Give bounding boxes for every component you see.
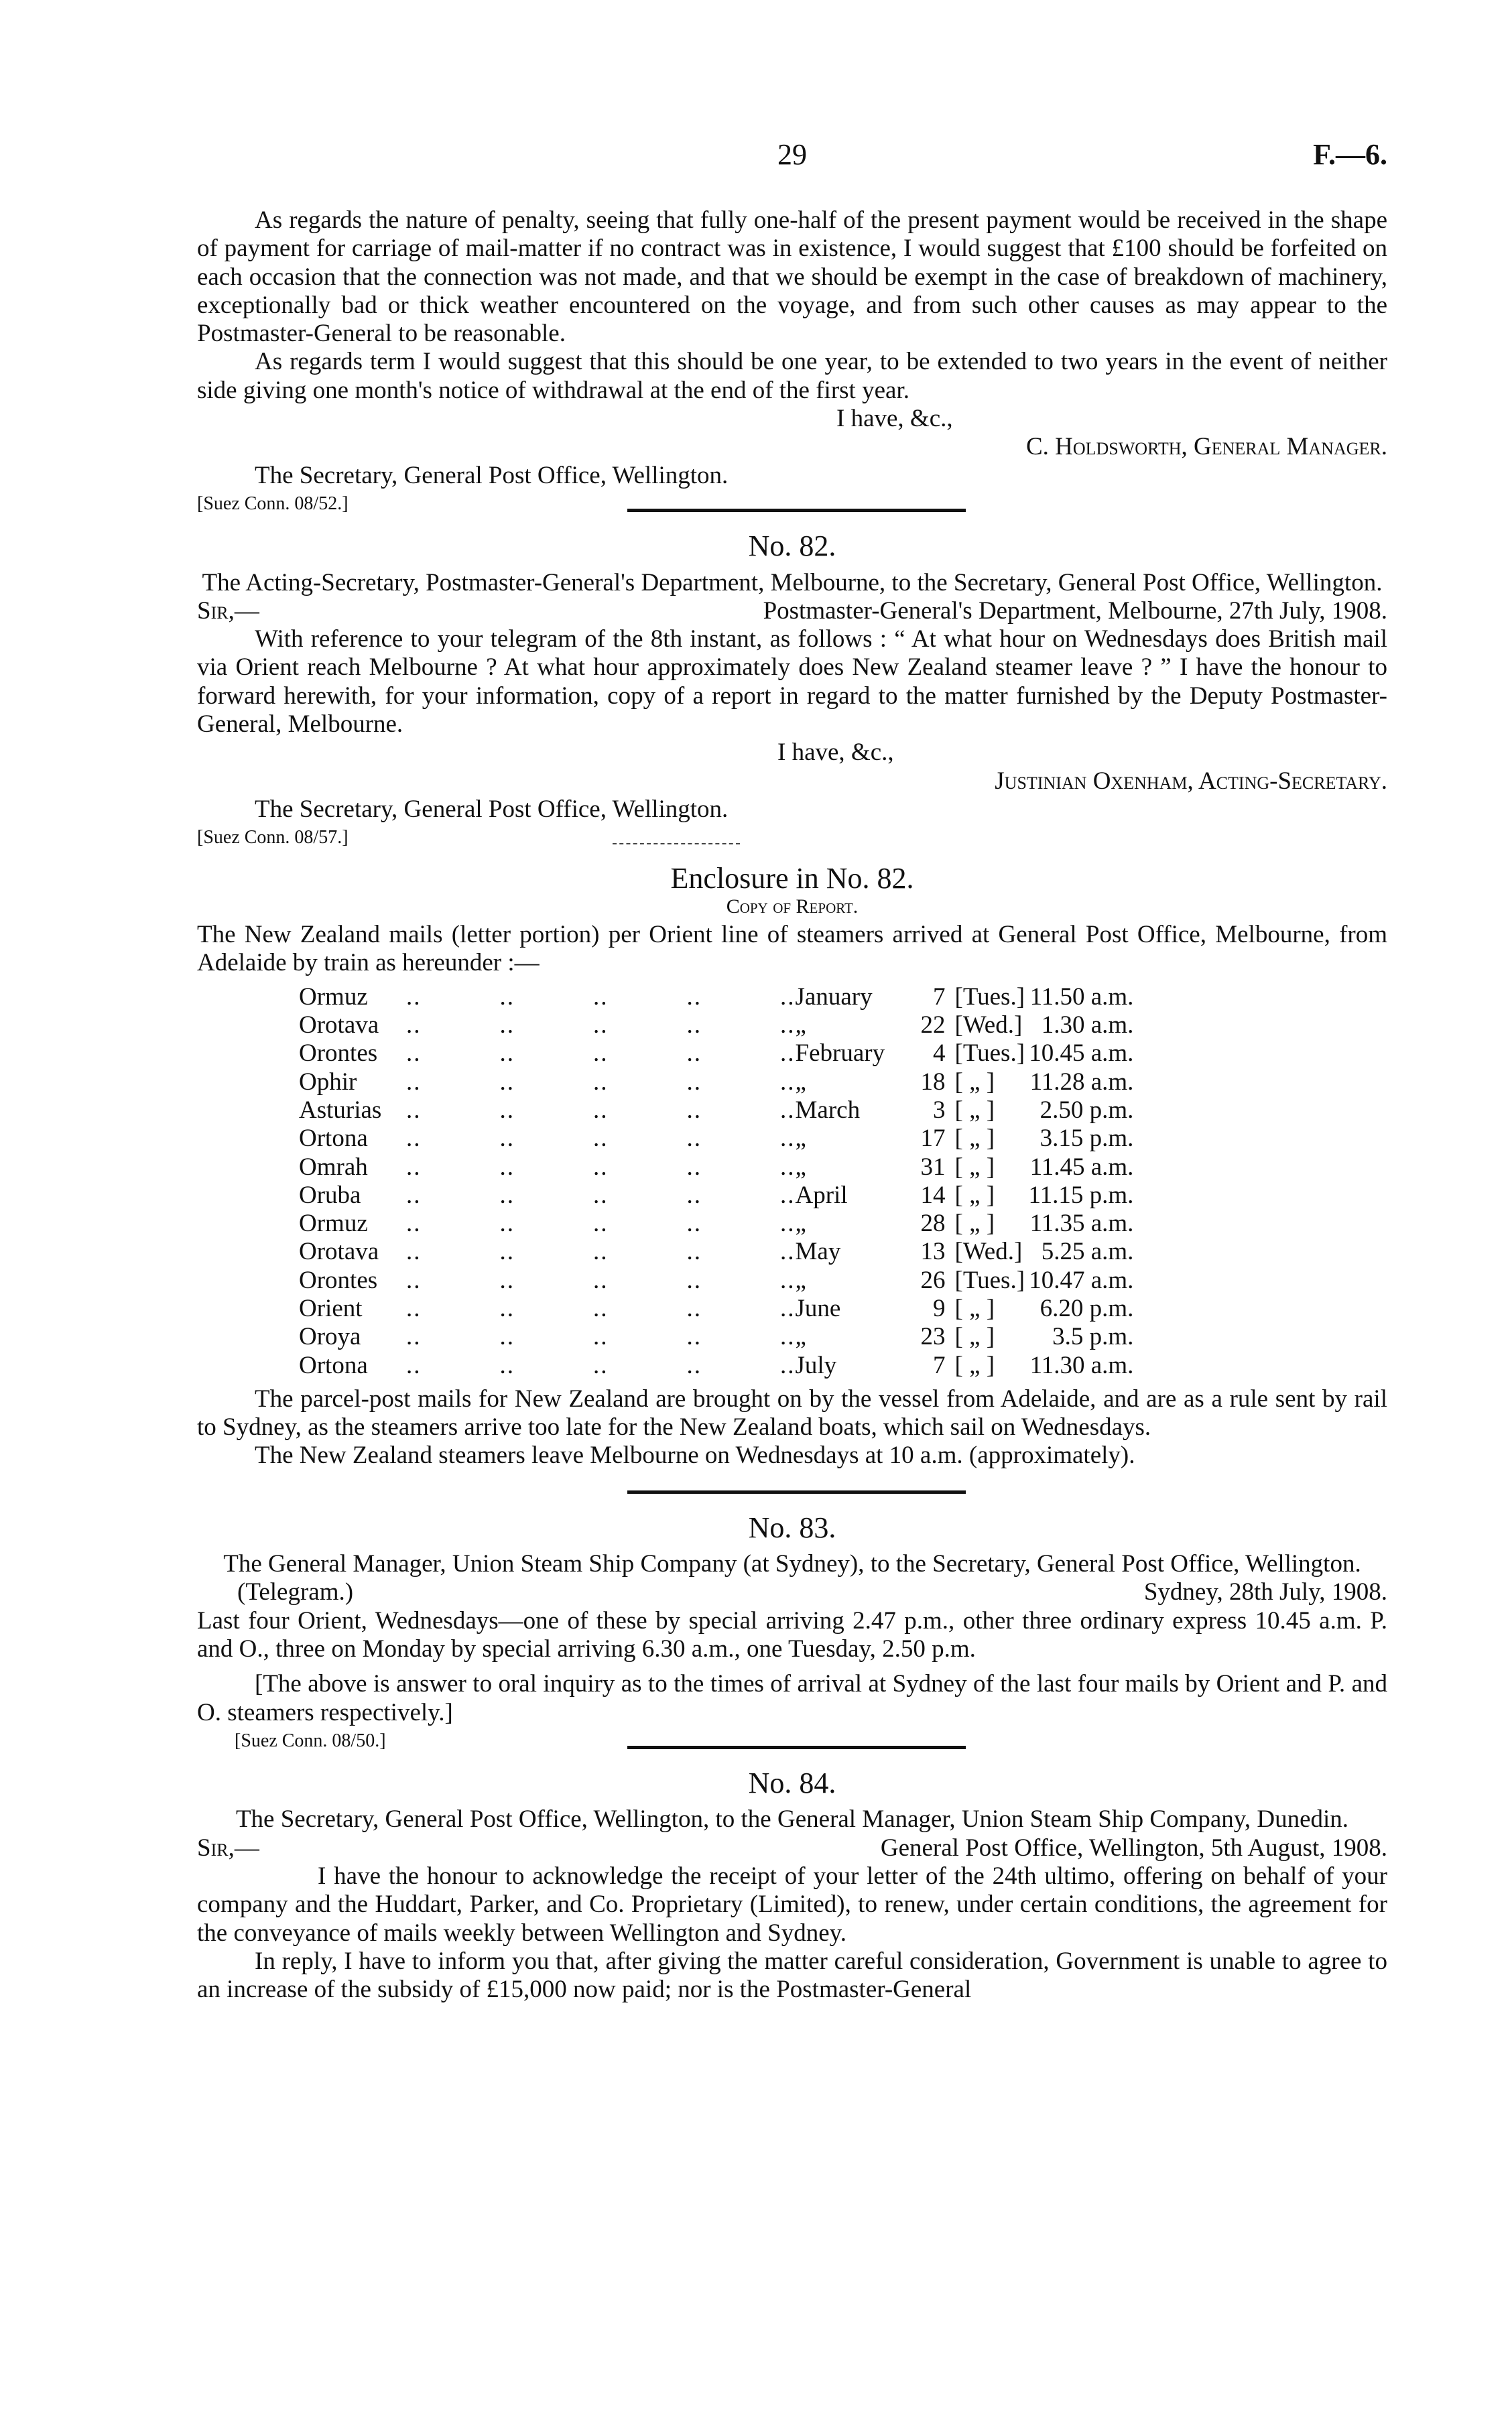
subheading: Copy of Report. <box>726 895 859 917</box>
table-row <box>299 1153 1133 1182</box>
month: March <box>795 1096 861 1124</box>
section-heading: No. 83. <box>748 1511 836 1544</box>
signature: Justinian Oxenham, Acting-Secretary. <box>995 767 1387 795</box>
intro: The New Zealand mails (letter portion) per Orient line of steamers arrived at General Post Office, Melbourne, from Adelaide by train as hereunder :— <box>197 921 1387 977</box>
time: 10.45 a.m. <box>1029 1039 1134 1068</box>
day: 7 <box>933 982 946 1011</box>
divider-rule <box>613 843 740 844</box>
table-row <box>299 1295 1133 1323</box>
day: 9 <box>933 1294 946 1322</box>
addressee: The Secretary, General Post Office, Wellington. <box>255 461 729 489</box>
day: 14 <box>920 1181 946 1209</box>
leader-dots: .. .. .. .. .. <box>406 1011 796 1039</box>
time: 11.45 a.m. <box>1029 1153 1134 1181</box>
file-reference: [Suez Conn. 08/52.] <box>197 493 349 514</box>
weekday: [ „ ] <box>954 1068 995 1096</box>
signature: C. Holdsworth, General Manager. <box>1025 433 1387 461</box>
ship-name: Ormuz <box>299 982 368 1011</box>
day: 17 <box>920 1125 946 1153</box>
table-row <box>299 1238 1133 1266</box>
leader-dots: .. .. .. .. .. <box>406 1153 796 1181</box>
table-row <box>299 1210 1133 1238</box>
weekday: [ „ ] <box>954 1181 995 1209</box>
time: 1.30 a.m. <box>1041 1011 1134 1039</box>
day: 13 <box>920 1238 946 1266</box>
leader-dots: .. .. .. .. .. <box>406 982 796 1011</box>
table-row <box>299 1352 1133 1380</box>
salutation: Sir,— <box>197 596 259 625</box>
weekday: [Wed.] <box>954 1238 1023 1266</box>
letter-81-end <box>197 206 1387 512</box>
weekday: [ „ ] <box>954 1125 995 1153</box>
paragraph: I have the honour to acknowledge the receipt of your letter of the 24th ultimo, offering on behalf of your company and the Huddart, Parker, and Co. Proprietary (Limited), to renew, under certain conditions, the agreement for the conveyance of mails weekly between Wellington and Sydney. <box>197 1862 1387 1947</box>
weekday: [Tues.] <box>954 982 1025 1011</box>
table-row <box>299 983 1133 1011</box>
month: „ <box>795 1266 806 1294</box>
month: „ <box>795 1011 806 1039</box>
paragraph: As regards the nature of penalty, seeing that fully one-half of the present payment would be received in the shape of payment for carriage of mail-matter if no contract was in existence, I would suggest that £100 should be forfeited on each occasion that the connection was not made, and that we should be exempt in the case of breakdown of machinery, exceptionally bad or thick weather encountered on the voyage, and from such other causes as may appear to the Postmaster-General to be reasonable. <box>197 206 1387 348</box>
weekday: [ „ ] <box>954 1153 995 1181</box>
ship-name: Ortona <box>299 1125 368 1153</box>
paragraph: As regards term I would suggest that this should be one year, to be extended to two years in the event of neither side giving one month's notice of withdrawal at the end of the first year. <box>197 348 1387 404</box>
letter-title: The Acting-Secretary, Postmaster-General's Department, Melbourne, to the Secretary, General Post Office, Wellington. <box>202 568 1383 596</box>
ship-name: Ophir <box>299 1068 357 1096</box>
closing: I have, &c., <box>777 739 894 767</box>
month: January <box>795 982 873 1011</box>
ship-name: Omrah <box>299 1153 368 1181</box>
month: „ <box>795 1068 806 1096</box>
table-row <box>299 1039 1133 1068</box>
time: 11.28 a.m. <box>1029 1068 1134 1096</box>
month: April <box>795 1181 848 1209</box>
day: 18 <box>920 1068 946 1096</box>
month: May <box>795 1238 841 1266</box>
divider-rule <box>627 1490 966 1494</box>
page-number: 29 <box>777 138 807 171</box>
leader-dots: .. .. .. .. .. <box>406 1181 796 1209</box>
time: 11.30 a.m. <box>1029 1351 1134 1379</box>
letter-title: The Secretary, General Post Office, Wellington, to the General Manager, Union Steam Ship Company, Dunedin. <box>235 1805 1349 1834</box>
day: 3 <box>933 1096 946 1124</box>
time: 2.50 p.m. <box>1040 1096 1134 1124</box>
ship-name: Orient <box>299 1294 363 1322</box>
section-heading: Enclosure in No. 82. <box>670 861 914 895</box>
time: 5.25 a.m. <box>1041 1238 1134 1266</box>
day: 4 <box>933 1039 946 1068</box>
leader-dots: .. .. .. .. .. <box>406 1351 796 1379</box>
table-row <box>299 1096 1133 1125</box>
letter-84 <box>197 1769 1387 2004</box>
paragraph: In reply, I have to inform you that, after giving the matter careful consideration, Government is unable to agree to an increase of the subsidy of £15,000 now paid; nor is the Postmaster-General <box>197 1947 1387 2004</box>
section-heading: No. 82. <box>748 529 836 563</box>
table-row <box>299 1267 1133 1295</box>
weekday: [ „ ] <box>954 1351 995 1379</box>
section-heading: No. 84. <box>748 1767 836 1800</box>
day: 7 <box>933 1351 946 1379</box>
table-row <box>299 1125 1133 1153</box>
dateline: Postmaster-General's Department, Melbourne, 27th July, 1908. <box>763 596 1387 625</box>
leader-dots: .. .. .. .. .. <box>406 1210 796 1238</box>
weekday: [Tues.] <box>954 1039 1025 1068</box>
table-row <box>299 1182 1133 1210</box>
document-code: F.—6. <box>1313 138 1387 171</box>
salutation: Sir,— <box>197 1834 259 1862</box>
ship-name: Orotava <box>299 1238 379 1266</box>
month: „ <box>795 1323 806 1351</box>
day: 31 <box>920 1153 946 1181</box>
letter-82 <box>197 529 1387 848</box>
paragraph: The New Zealand steamers leave Melbourne on Wednesdays at 10 a.m. (approximately). <box>255 1442 1135 1470</box>
dateline: General Post Office, Wellington, 5th August, 1908. <box>880 1834 1387 1862</box>
addressee: The Secretary, General Post Office, Wellington. <box>255 795 729 823</box>
weekday: [Tues.] <box>954 1266 1025 1294</box>
note: [The above is answer to oral inquiry as to the times of arrival at Sydney of the last four mails by Orient and P. and O. steamers respectively.] <box>197 1670 1387 1726</box>
ship-name: Asturias <box>299 1096 382 1124</box>
time: 11.15 p.m. <box>1028 1181 1134 1209</box>
leader-dots: .. .. .. .. .. <box>406 1125 796 1153</box>
letter-title: The General Manager, Union Steam Ship Company (at Sydney), to the Secretary, General Post Office, Wellington. <box>223 1550 1361 1578</box>
paragraph: The parcel-post mails for New Zealand are brought on by the vessel from Adelaide, and are as a rule sent by rail to Sydney, as the steamers arrive too late for the New Zealand boats, which sail on Wednesdays. <box>197 1385 1387 1442</box>
time: 11.50 a.m. <box>1029 982 1134 1011</box>
ship-name: Ormuz <box>299 1210 368 1238</box>
telegram-body: Last four Orient, Wednesdays—one of these by special arriving 2.47 p.m., other three ordinary express 10.45 a.m. P. and O., three on Monday by special arriving 6.30 a.m., one Tuesday, 2.50 p.m. <box>197 1606 1387 1663</box>
weekday: [ „ ] <box>954 1096 995 1124</box>
ship-name: Ortona <box>299 1351 368 1379</box>
ship-name: Oroya <box>299 1323 361 1351</box>
table-row <box>299 1011 1133 1039</box>
day: 26 <box>920 1266 946 1294</box>
day: 23 <box>920 1323 946 1351</box>
leader-dots: .. .. .. .. .. <box>406 1238 796 1266</box>
month: „ <box>795 1153 806 1181</box>
leader-dots: .. .. .. .. .. <box>406 1323 796 1351</box>
month: February <box>795 1039 885 1068</box>
time: 6.20 p.m. <box>1040 1294 1134 1322</box>
letter-body: With reference to your telegram of the 8th instant, as follows : “ At what hour on Wednesdays does British mail via Orient reach Melbourne ? At what hour approximately does New Zealand steamer leave ? ” I have the honour to forward herewith, for your information, copy of a report in regard to the matter furnished by the Deputy Postmaster-General, Melbourne. <box>197 625 1387 739</box>
ship-name: Orontes <box>299 1039 378 1068</box>
document-page <box>197 138 1387 2004</box>
month: „ <box>795 1125 806 1153</box>
enclosure-82 <box>197 861 1387 1494</box>
weekday: [ „ ] <box>954 1294 995 1322</box>
weekday: [ „ ] <box>954 1210 995 1238</box>
divider-rule <box>627 1746 966 1749</box>
ship-name: Oruba <box>299 1181 361 1209</box>
leader-dots: .. .. .. .. .. <box>406 1039 796 1068</box>
letter-83 <box>197 1511 1387 1751</box>
file-reference: [Suez Conn. 08/57.] <box>197 827 349 848</box>
ship-name: Orontes <box>299 1266 378 1294</box>
month: June <box>795 1294 841 1322</box>
file-reference: [Suez Conn. 08/50.] <box>235 1730 386 1751</box>
telegram-label: (Telegram.) <box>237 1578 354 1606</box>
table-row <box>299 1068 1133 1096</box>
month: July <box>795 1351 837 1379</box>
weekday: [ „ ] <box>954 1323 995 1351</box>
leader-dots: .. .. .. .. .. <box>406 1294 796 1322</box>
ship-name: Orotava <box>299 1011 379 1039</box>
month: „ <box>795 1210 806 1238</box>
page-header <box>197 138 1387 181</box>
leader-dots: .. .. .. .. .. <box>406 1068 796 1096</box>
closing: I have, &c., <box>836 405 953 433</box>
day: 22 <box>920 1011 946 1039</box>
dateline: Sydney, 28th July, 1908. <box>1143 1578 1387 1606</box>
weekday: [Wed.] <box>954 1011 1023 1039</box>
arrivals-table <box>299 983 1133 1380</box>
leader-dots: .. .. .. .. .. <box>406 1266 796 1294</box>
time: 11.35 a.m. <box>1029 1210 1134 1238</box>
table-row <box>299 1323 1133 1351</box>
leader-dots: .. .. .. .. .. <box>406 1096 796 1124</box>
day: 28 <box>920 1210 946 1238</box>
time: 3.5 p.m. <box>1052 1323 1134 1351</box>
time: 3.15 p.m. <box>1040 1125 1134 1153</box>
divider-rule <box>627 509 966 512</box>
time: 10.47 a.m. <box>1029 1266 1134 1294</box>
